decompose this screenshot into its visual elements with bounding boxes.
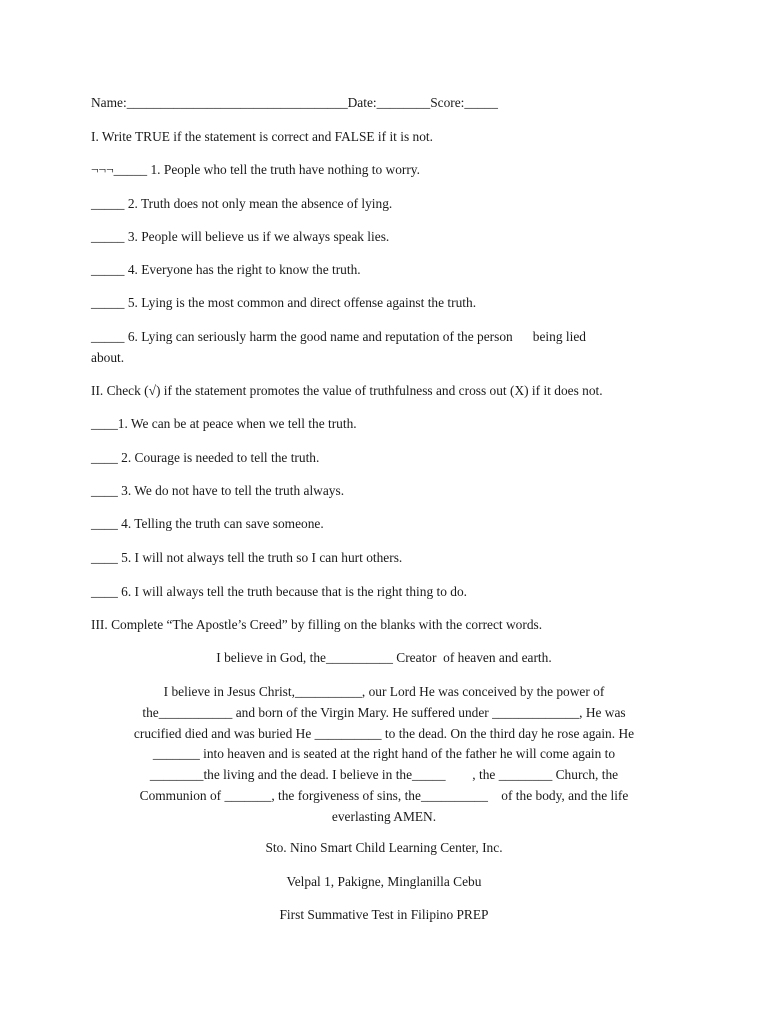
part2-instruction: II. Check (√) if the statement promotes the value of truthfulness and cross out (X) if it does not. bbox=[91, 383, 603, 398]
name-date-score-line: Name:_________________________________Date:________Score:_____ bbox=[91, 95, 498, 110]
part1-item-3: _____ 3. People will believe us if we always speak lies. bbox=[91, 229, 390, 244]
creed-line: everlasting AMEN. bbox=[331, 808, 437, 824]
creed-line: crucified died and was buried He __________ to the dead. On the third day he rose again. He bbox=[133, 725, 635, 741]
creed-line: Communion of _______, the forgiveness of sins, the__________ of the body, and the life bbox=[139, 787, 629, 803]
part1-item-5: _____ 5. Lying is the most common and direct offense against the truth. bbox=[91, 295, 477, 310]
part1-item-6-continuation: about. bbox=[91, 350, 125, 365]
part3-instruction: III. Complete “The Apostle’s Creed” by filling on the blanks with the correct words. bbox=[91, 617, 543, 632]
part1-instruction: I. Write TRUE if the statement is correct and FALSE if it is not. bbox=[91, 129, 433, 144]
creed-paragraph bbox=[82, 682, 686, 828]
part1-item-1: ¬¬¬_____ 1. People who tell the truth have nothing to worry. bbox=[91, 162, 420, 177]
part2-item-1: ____1. We can be at peace when we tell the truth. bbox=[91, 416, 357, 431]
part2-item-2: ____ 2. Courage is needed to tell the truth. bbox=[91, 450, 320, 465]
part2-item-4: ____ 4. Telling the truth can save someone. bbox=[91, 516, 324, 531]
creed-line: the___________ and born of the Virgin Mary. He suffered under _____________, He was bbox=[142, 704, 626, 720]
part1-item-4: _____ 4. Everyone has the right to know the truth. bbox=[91, 262, 361, 277]
test-title: First Summative Test in Filipino PREP bbox=[279, 907, 489, 922]
creed-first-line: I believe in God, the__________ Creator of heaven and earth. bbox=[216, 650, 552, 665]
creed-line: I believe in Jesus Christ,__________, our Lord He was conceived by the power of bbox=[163, 684, 605, 699]
school-name: Sto. Nino Smart Child Learning Center, Inc. bbox=[265, 840, 503, 855]
part2-item-3: ____ 3. We do not have to tell the truth always. bbox=[91, 483, 345, 498]
part2-item-5: ____ 5. I will not always tell the truth so I can hurt others. bbox=[91, 550, 403, 565]
part2-item-6: ____ 6. I will always tell the truth because that is the right thing to do. bbox=[91, 584, 467, 599]
part1-item-6: _____ 6. Lying can seriously harm the good name and reputation of the person being lied bbox=[91, 329, 586, 344]
school-address: Velpal 1, Pakigne, Minglanilla Cebu bbox=[286, 874, 482, 889]
creed-line: _______ into heaven and is seated at the right hand of the father he will come again to bbox=[152, 746, 616, 762]
part1-item-2: _____ 2. Truth does not only mean the absence of lying. bbox=[91, 196, 393, 211]
creed-line: ________the living and the dead. I believe in the_____ , the ________ Church, the bbox=[149, 767, 619, 783]
